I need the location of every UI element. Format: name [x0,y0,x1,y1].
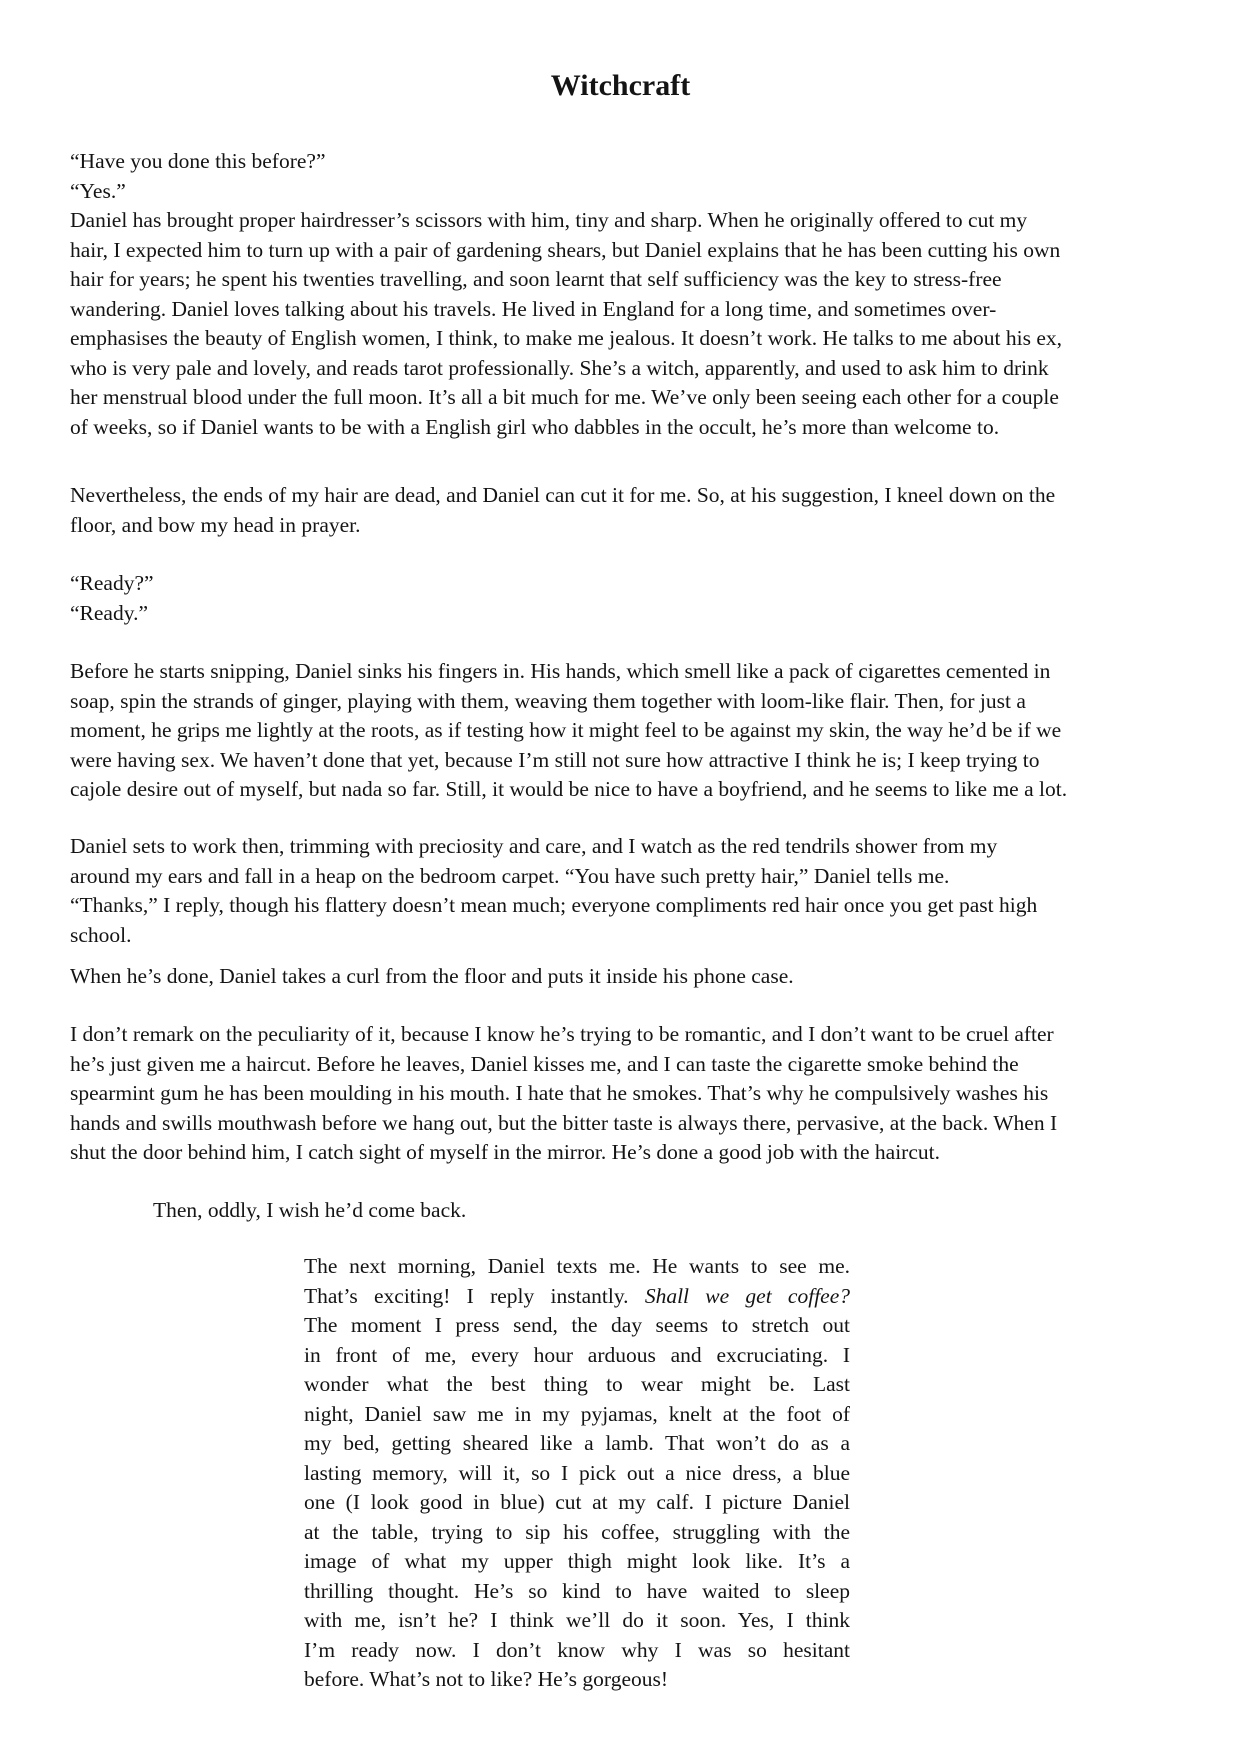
text-line: hair, I expected him to turn up with a pair of gardening shears, but Daniel explains that he has been cutting his own [70,237,1061,262]
indented-line: Then, oddly, I wish he’d come back. [153,1198,467,1222]
text-line: of weeks, so if Daniel wants to be with a English girl who dabbles in the occult, he’s more than welcome to. [70,414,1000,439]
column-line-plain: That’s exciting! I reply instantly. [304,1283,629,1308]
paragraph-opening [70,147,1190,442]
column-line: in front of me, every hour arduous and excruciating. I [304,1342,850,1367]
justified-column [304,1252,850,1695]
column-line: I’m ready now. I don’t know why I was so hesitant [304,1637,850,1662]
text-line: “Ready?” [70,571,154,595]
text-line: around my ears and fall in a heap on the bedroom carpet. “You have such pretty hair,” Daniel tells me. [70,863,950,888]
column-line-italic: Shall we get coffee? [644,1283,850,1308]
text-line: shut the door behind him, I catch sight of myself in the mirror. He’s done a good job with the haircut. [70,1140,940,1164]
text-line: Daniel sets to work then, trimming with preciosity and care, and I watch as the red tendrils shower from my [70,834,998,858]
column-line: at the table, trying to sip his coffee, struggling with the [304,1519,850,1544]
column-line: thrilling thought. He’s so kind to have waited to sleep [304,1578,850,1603]
column-line [304,1282,850,1312]
text-line: “Ready.” [70,600,148,625]
column-line: one (I look good in blue) cut at my calf. I picture Daniel [304,1490,850,1514]
text-line: hair for years; he spent his twenties travelling, and soon learnt that self sufficiency was the key to stress-free [70,267,1002,291]
text-line: “Thanks,” I reply, though his flattery doesn’t mean much; everyone compliments red hair once you get past high [70,893,1038,917]
text-line: When he’s done, Daniel takes a curl from the floor and puts it inside his phone case. [70,964,794,988]
column-line: image of what my upper thigh might look like. It’s a [304,1549,850,1573]
column-line: lasting memory, will it, so I pick out a nice dress, a blue [304,1460,850,1485]
paragraph-curl [70,962,1190,992]
text-line: hands and swills mouthwash before we hang out, but the bitter taste is always there, pervasive, at the back. When I [70,1110,1058,1135]
text-line: moment, he grips me lightly at the roots, as if testing how it might feel to be against my skin, the way he’d be if we [70,718,1062,742]
page-title: Witchcraft [550,69,691,102]
text-line: cajole desire out of myself, but nada so far. Still, it would be nice to have a boyfriend, and he seems to like me a lot. [70,777,1068,801]
text-line: “Yes.” [70,178,126,203]
column-line: night, Daniel saw me in my pyjamas, knelt at the foot of [304,1401,850,1426]
paragraph-romantic [70,1020,1190,1168]
text-line: I don’t remark on the peculiarity of it, because I know he’s trying to be romantic, and I don’t want to be cruel after [70,1022,1054,1046]
paragraph-trimming [70,832,1190,950]
text-line: Daniel has brought proper hairdresser’s scissors with him, tiny and sharp. When he originally offered to cut my [70,208,1028,232]
column-line: before. What’s not to like? He’s gorgeous! [304,1667,669,1691]
text-line: “Have you done this before?” [70,149,326,173]
paragraph-snipping [70,657,1190,805]
text-line: Before he starts snipping, Daniel sinks his fingers in. His hands, which smell like a pack of cigarettes cemented in [70,659,1051,683]
text-line: floor, and bow my head in prayer. [70,512,361,537]
paragraph-ends-of-hair [70,481,1190,540]
column-line: my bed, getting sheared like a lamb. That won’t do as a [304,1431,850,1455]
column-line: The next morning, Daniel texts me. He wants to see me. [304,1254,850,1278]
text-line: her menstrual blood under the full moon. It’s all a bit much for me. We’ve only been seeing each other for a couple [70,385,1059,409]
column-line: with me, isn’t he? I think we’ll do it soon. Yes, I think [304,1608,850,1632]
text-line: soap, spin the strands of ginger, playing with them, weaving them together with loom-like flair. Then, for just a [70,688,1026,713]
text-line: he’s just given me a haircut. Before he leaves, Daniel kisses me, and I can taste the cigarette smoke behind the [70,1051,1019,1076]
text-line: were having sex. We haven’t done that yet, because I’m still not sure how attractive I think he is; I keep trying to [70,747,1040,772]
text-line: emphasises the beauty of English women, I think, to make me jealous. It doesn’t work. He talks to me about his ex, [70,326,1062,350]
text-line: Nevertheless, the ends of my hair are dead, and Daniel can cut it for me. So, at his suggestion, I kneel down on the [70,483,1056,507]
column-line: wonder what the best thing to wear might be. Last [304,1372,850,1396]
column-line: The moment I press send, the day seems to stretch out [304,1313,850,1337]
text-line: wandering. Daniel loves talking about his travels. He lived in England for a long time, and sometimes over- [70,296,997,321]
dialogue-ready [70,569,1190,628]
text-line: who is very pale and lovely, and reads tarot professionally. She’s a witch, apparently, and used to ask him to drink [70,355,1049,380]
text-line: spearmint gum he has been moulding in his mouth. I hate that he smokes. That’s why he compulsively washes his [70,1081,1049,1105]
text-line: school. [70,922,132,947]
